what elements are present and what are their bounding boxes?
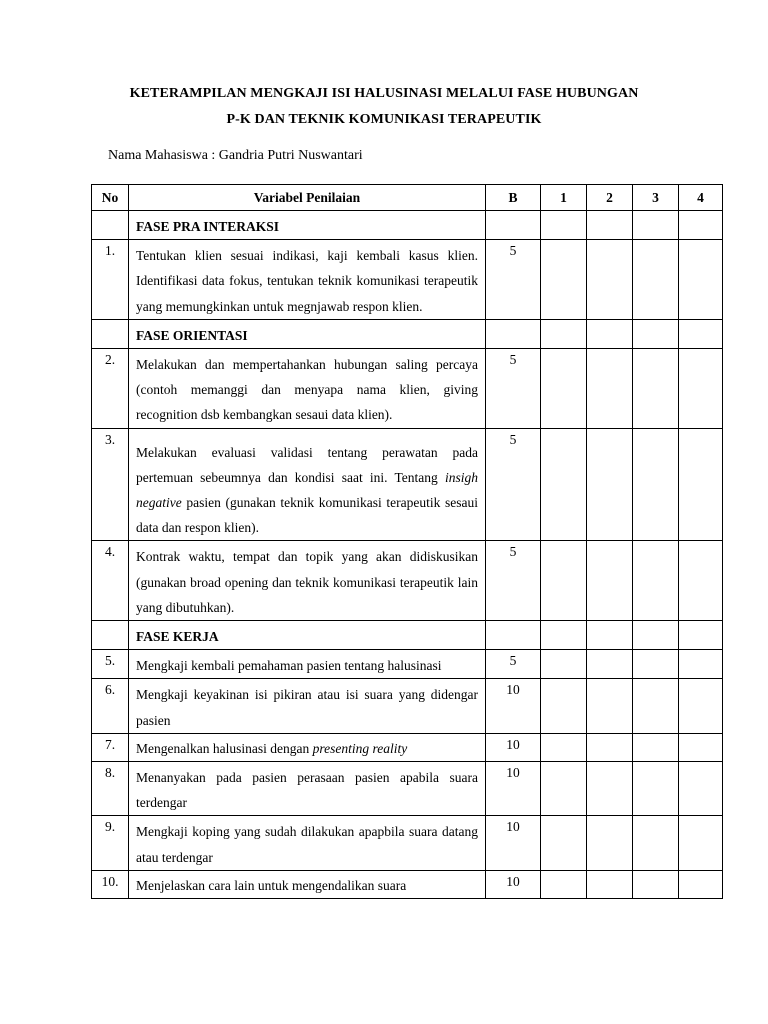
score-cell-4[interactable] bbox=[679, 733, 723, 761]
row-criterion: Mengkaji kembali pemahaman pasien tentang halusinasi bbox=[129, 650, 486, 679]
italic-term: presenting reality bbox=[312, 740, 408, 756]
phase-row-kerja bbox=[92, 621, 723, 650]
row-number: 8. bbox=[92, 762, 129, 816]
table-row bbox=[92, 349, 723, 429]
score-cell-2[interactable] bbox=[587, 870, 633, 898]
header-score-4: 4 bbox=[679, 185, 723, 211]
row-number: 10. bbox=[92, 870, 129, 898]
row-weight: 10 bbox=[486, 679, 541, 733]
row-number: 7. bbox=[92, 733, 129, 761]
header-no: No bbox=[92, 185, 129, 211]
score-cell-4[interactable] bbox=[679, 541, 723, 621]
phase-label: FASE ORIENTASI bbox=[129, 319, 486, 348]
table-row bbox=[92, 679, 723, 733]
header-b: B bbox=[486, 185, 541, 211]
score-cell-1[interactable] bbox=[541, 679, 587, 733]
score-cell-4[interactable] bbox=[679, 762, 723, 816]
score-cell-2[interactable] bbox=[587, 349, 633, 429]
score-cell-1[interactable] bbox=[541, 650, 587, 679]
student-name: Nama Mahasiswa : Gandria Putri Nuswantari bbox=[108, 148, 363, 163]
document-title-line2: P-K DAN TEKNIK KOMUNIKASI TERAPEUTIK bbox=[226, 112, 542, 127]
score-cell-3[interactable] bbox=[633, 240, 679, 320]
table-row bbox=[92, 816, 723, 870]
header-score-1: 1 bbox=[541, 185, 587, 211]
document-title-line1: KETERAMPILAN MENGKAJI ISI HALUSINASI MELALUI FASE HUBUNGAN bbox=[129, 86, 639, 101]
table-row bbox=[92, 428, 723, 541]
row-weight: 5 bbox=[486, 349, 541, 429]
header-score-3: 3 bbox=[633, 185, 679, 211]
score-cell-2[interactable] bbox=[587, 679, 633, 733]
score-cell-2[interactable] bbox=[587, 240, 633, 320]
score-cell-1[interactable] bbox=[541, 541, 587, 621]
row-criterion: Mengenalkan halusinasi dengan presenting reality bbox=[129, 733, 486, 761]
score-cell-1[interactable] bbox=[541, 816, 587, 870]
row-criterion: Menanyakan pada pasien perasaan pasien apabila suara terdengar bbox=[129, 762, 486, 816]
header-score-2: 2 bbox=[587, 185, 633, 211]
table-header-row bbox=[92, 185, 723, 211]
score-cell-2[interactable] bbox=[587, 650, 633, 679]
score-cell-4[interactable] bbox=[679, 349, 723, 429]
table-row bbox=[92, 762, 723, 816]
score-cell-3[interactable] bbox=[633, 650, 679, 679]
row-number: 4. bbox=[92, 541, 129, 621]
italic-term: insigh negative bbox=[136, 469, 478, 511]
row-weight: 10 bbox=[486, 870, 541, 898]
score-cell-3[interactable] bbox=[633, 679, 679, 733]
row-criterion: Menjelaskan cara lain untuk mengendalikan suara bbox=[129, 870, 486, 898]
score-cell-1[interactable] bbox=[541, 762, 587, 816]
table-row bbox=[92, 240, 723, 320]
score-cell-2[interactable] bbox=[587, 541, 633, 621]
score-cell-2[interactable] bbox=[587, 428, 633, 541]
row-number: 9. bbox=[92, 816, 129, 870]
row-weight: 5 bbox=[486, 650, 541, 679]
score-cell-3[interactable] bbox=[633, 733, 679, 761]
header-variable: Variabel Penilaian bbox=[129, 185, 486, 211]
assessment-table bbox=[91, 184, 723, 899]
score-cell-3[interactable] bbox=[633, 541, 679, 621]
score-cell-4[interactable] bbox=[679, 679, 723, 733]
row-weight: 10 bbox=[486, 733, 541, 761]
row-number: 6. bbox=[92, 679, 129, 733]
row-criterion: Melakukan dan mempertahankan hubungan saling percaya (contoh memanggi dan menyapa nama klien, giving recognition dsb kembangkan sesaui data klien). bbox=[129, 349, 486, 429]
score-cell-3[interactable] bbox=[633, 870, 679, 898]
row-number: 2. bbox=[92, 349, 129, 429]
row-criterion: Mengkaji keyakinan isi pikiran atau isi suara yang didengar pasien bbox=[129, 679, 486, 733]
score-cell-3[interactable] bbox=[633, 816, 679, 870]
row-criterion: Melakukan evaluasi validasi tentang perawatan pada pertemuan sebeumnya dan kondisi saat ini. Tentang insigh negative pasien (gunakan teknik komunikasi terapeutik sesaui data dan respon klien). bbox=[129, 428, 486, 541]
row-weight: 5 bbox=[486, 240, 541, 320]
row-weight: 5 bbox=[486, 541, 541, 621]
score-cell-2[interactable] bbox=[587, 733, 633, 761]
phase-row-pra-interaksi bbox=[92, 211, 723, 240]
table-row bbox=[92, 733, 723, 761]
row-number: 3. bbox=[92, 428, 129, 541]
table-row bbox=[92, 650, 723, 679]
row-criterion: Mengkaji koping yang sudah dilakukan apapbila suara datang atau terdengar bbox=[129, 816, 486, 870]
table-row bbox=[92, 870, 723, 898]
score-cell-3[interactable] bbox=[633, 428, 679, 541]
row-weight: 10 bbox=[486, 762, 541, 816]
score-cell-4[interactable] bbox=[679, 816, 723, 870]
score-cell-2[interactable] bbox=[587, 816, 633, 870]
score-cell-1[interactable] bbox=[541, 240, 587, 320]
score-cell-2[interactable] bbox=[587, 762, 633, 816]
row-weight: 10 bbox=[486, 816, 541, 870]
phase-label: FASE PRA INTERAKSI bbox=[129, 211, 486, 240]
score-cell-4[interactable] bbox=[679, 428, 723, 541]
table-row bbox=[92, 541, 723, 621]
score-cell-3[interactable] bbox=[633, 349, 679, 429]
score-cell-4[interactable] bbox=[679, 870, 723, 898]
score-cell-4[interactable] bbox=[679, 650, 723, 679]
row-criterion: Tentukan klien sesuai indikasi, kaji kembali kasus klien. Identifikasi data fokus, tentukan teknik komunikasi terapeutik yang memungkinkan untuk megnjawab respon klien. bbox=[129, 240, 486, 320]
phase-row-orientasi bbox=[92, 319, 723, 348]
score-cell-3[interactable] bbox=[633, 762, 679, 816]
row-number: 5. bbox=[92, 650, 129, 679]
score-cell-1[interactable] bbox=[541, 870, 587, 898]
score-cell-1[interactable] bbox=[541, 349, 587, 429]
score-cell-1[interactable] bbox=[541, 428, 587, 541]
score-cell-4[interactable] bbox=[679, 240, 723, 320]
row-number: 1. bbox=[92, 240, 129, 320]
row-weight: 5 bbox=[486, 428, 541, 541]
phase-label: FASE KERJA bbox=[129, 621, 486, 650]
row-criterion: Kontrak waktu, tempat dan topik yang akan didiskusikan (gunakan broad opening dan teknik komunikasi terapeutik lain yang dibutuhkan). bbox=[129, 541, 486, 621]
score-cell-1[interactable] bbox=[541, 733, 587, 761]
